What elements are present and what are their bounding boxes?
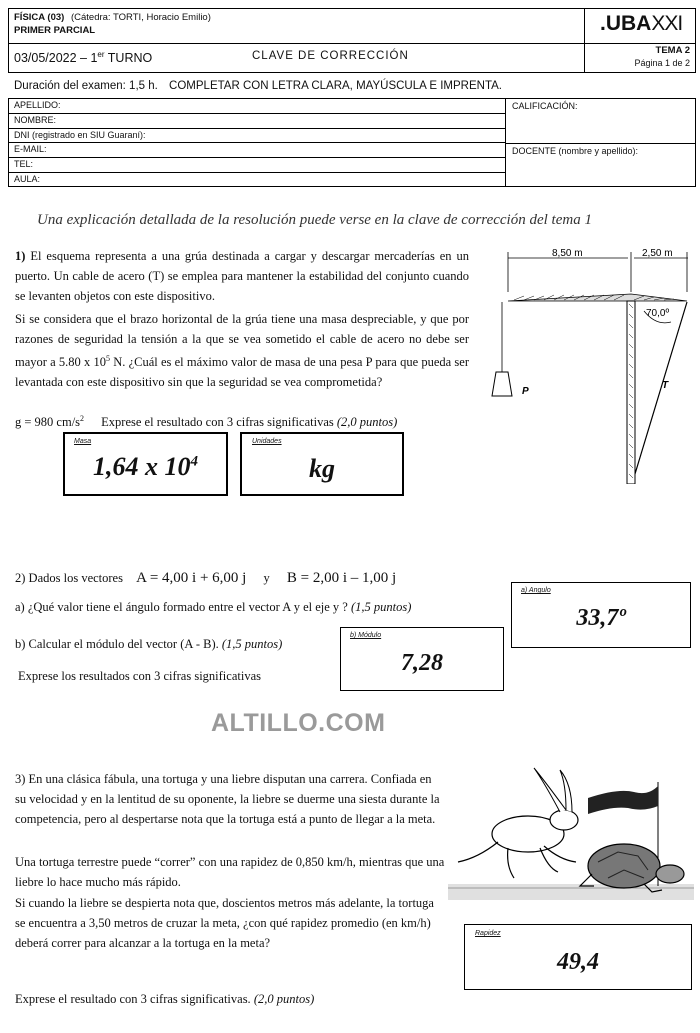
dim-label-1: 8,50 m [552,248,583,259]
tortoise-shell [588,844,660,888]
form-field-3[interactable]: E-MAIL: [14,144,47,155]
turn-number: 1 [90,51,98,66]
q3-paragraph-3: Si cuando la liebre se despierta nota que, doscientos metros más adelante, la tortuga se encuentra a 3,50 metros de cruzar la meta, ¿con qué rapidez promedio (en km/h) deberá correr para alcanzar a la tortuga en la meta? [15,896,434,950]
mass-answer-box [63,432,228,496]
q2-intro: 2) Dados los vectores [15,571,123,585]
module-answer-box [340,627,504,691]
q2b-points: (1,5 puntos) [221,637,283,651]
form-field-4[interactable]: TEL: [14,159,34,170]
steel-cable [635,302,687,474]
answer-key-title: CLAVE DE CORRECCIÓN [252,50,409,62]
angle-answer-label: a) Angulo [521,587,551,594]
q2-question-a [15,597,411,617]
uba-logo-text: .UBA [600,12,652,35]
mass-exponent: 4 [190,453,198,470]
form-row-divider [8,157,505,158]
turn-suffix: TURNO [107,51,153,66]
q3-express: Exprese el resultado con 3 cifras significativas. [15,992,251,1006]
finish-flag [588,786,658,814]
q1-text-2b: N. ¿Cuál es el máximo valor de masa de una pesa P para que pueda ser levantada con este dispositivo sin que la seguridad se vea comprometida? [15,355,470,390]
form-row-divider [8,142,505,143]
label-p: P [522,386,529,397]
speed-label: Rapidez [475,930,501,937]
header-vdivider [584,8,585,73]
intro-note: Una explicación detallada de la resolución puede verse en la clave de corrección del tema 1 [37,212,592,228]
duration-line [14,80,502,92]
units-label: Unidades [252,438,282,445]
form-field-1[interactable]: NOMBRE: [14,114,57,125]
form-right-hdivider [505,143,696,144]
tortoise-head [656,865,684,883]
label-t: T [662,380,669,391]
q1-gravity: g = 980 cm/s [15,415,81,430]
hare-head [550,810,578,830]
page-number: Página 1 de 2 [634,58,690,68]
q2-express: Exprese los resultados con 3 cifras significativas [18,669,261,683]
q1-text-1: El esquema representa a una grúa destinada a cargar y descargar mercaderías en un puerto. Un cable de acero (T) se emplea para mantener la estabilidad del conjunto cuando se levanten objetos con este dispositivo. [15,249,469,303]
exam-type: PRIMER PARCIAL [14,25,96,36]
turn-sup: er [97,50,105,59]
q1-gravity-exp: 2 [80,414,85,423]
crane-boom [508,294,687,301]
subject-line [14,12,211,23]
form-row-divider [8,172,505,173]
speed-answer-box [464,924,692,990]
exam-date: 03/05/2022 [14,51,77,66]
q3-express-line [15,989,314,1009]
angle-label: 70,0º [646,308,670,319]
q2-vectors-line [15,568,396,588]
vector-a: A = 4,00 i + 6,00 j [136,570,247,586]
crane-figure [484,244,690,484]
ground [448,884,694,900]
vector-b: B = 2,00 i – 1,00 j [286,570,397,586]
units-value: kg [309,454,335,483]
form-field-5[interactable]: AULA: [14,174,41,184]
q1-tension-exp: 5 [106,354,111,363]
crane-tower [627,301,635,484]
q3-points: (2,0 puntos) [253,992,315,1006]
q2b-text: b) Calcular el módulo del vector (A - B). [15,637,219,651]
form-row-divider [8,113,505,114]
q2-question-b [15,634,282,654]
form-field-2[interactable]: DNI (registrado en SIU Guaraní): [14,129,146,140]
uba-logo-xxi: XXI [651,12,683,35]
q1-points: (2,0 puntos) [336,415,398,430]
chair: (Cátedra: TORTI, Horacio Emilio) [70,12,211,23]
q1-number: 1) [15,249,26,263]
dim-label-2: 2,50 m [642,248,673,259]
duration: Duración del examen: 1,5 h. [14,80,158,92]
form-row-divider [8,128,505,129]
speed-value: 49,4 [557,949,599,975]
tema: TEMA 2 [655,45,690,56]
angle-answer-value: 33,7º [576,605,626,631]
q2a-points: (1,5 puntos) [350,600,412,614]
race-illustration [448,762,694,912]
mass-mantissa: 1,64 x 10 [93,452,191,481]
module-answer-value: 7,28 [401,650,443,676]
instructions: COMPLETAR CON LETRA CLARA, MAYÚSCULA E IMPRENTA. [169,80,502,92]
exam-date-turn: 03/05/2022 – 1er TURNO [14,50,153,66]
subject: FÍSICA (03) [14,12,65,23]
grade-field[interactable]: CALIFICACIÓN: [512,101,578,111]
header-hdivider [8,43,696,44]
mass-value [65,452,226,482]
q1-text-2: Si se considera que el brazo horizontal de la grúa tiene una masa despreciable, y que por razones de seguridad la tensión a la que se vea sometido el cable de acero no debe ser mayor a 5.80 x 10 [15,312,469,370]
weight-p [492,372,512,396]
q2a-text: a) ¿Qué valor tiene el ángulo formado entre el vector A y el eje y ? [15,600,348,614]
q1-paragraph-1 [15,246,469,306]
units-answer-box [240,432,404,496]
mass-label: Masa [74,438,92,445]
q1-paragraph-2 [15,309,469,392]
angle-answer-box [511,582,691,648]
teacher-field[interactable]: DOCENTE (nombre y apellido): [512,146,639,156]
uba-logo [600,12,682,36]
q1-express: Exprese el resultado con 3 cifras significativas [101,415,334,430]
form-field-0[interactable]: APELLIDO: [14,100,61,110]
q3-paragraph-1: 3) En una clásica fábula, una tortuga y una liebre disputan una carrera. Confiada en su velocidad y en la lentitud de su oponente, la liebre se duerme una siesta durante la competencia, pero al despertarse nota que la tortuga está a punto de llegar a la meta. [15,772,440,826]
and-word: y [263,571,270,585]
q3-paragraph-2: Una tortuga terrestre puede “correr” con una rapidez de 0,850 km/h, mientras que una liebre lo hace mucho más rápido. [15,855,445,889]
watermark: ALTILLO.COM [211,709,386,737]
q1-gravity-line [15,409,397,432]
module-answer-label: b) Módulo [350,632,382,639]
